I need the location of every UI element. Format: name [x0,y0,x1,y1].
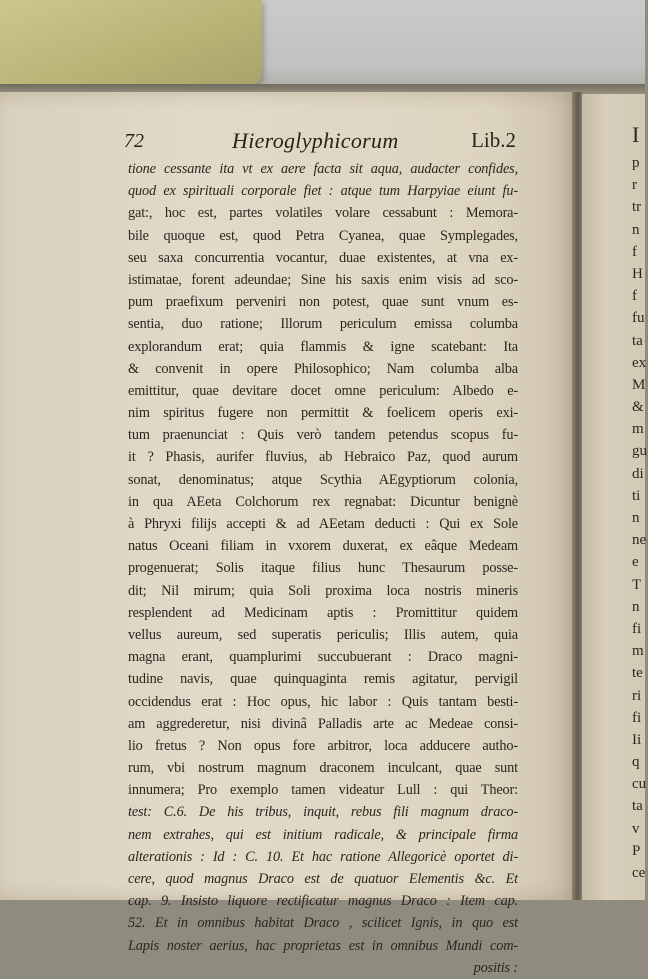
right-page-fragment: ta [632,332,643,349]
text-line: rum, vbi nostrum magnum draconem inculcant, quae sunt [128,760,518,777]
right-page-fragment: m [632,643,644,660]
right-page-fragment: te [632,665,643,682]
right-page-fragment: ri [632,687,642,704]
page-number: 72 [124,130,144,152]
right-page-fragment: T [632,576,642,593]
right-page-fragment: H [632,265,643,282]
text-line: vellus aureum, sed superatis periculis; Illis autem, quia [128,626,518,643]
text-line: sonat, denominatus; atque Scythia AEgyptiorum colonia, [128,471,518,488]
body-text-block [128,158,518,979]
right-page-fragment: P [632,842,641,859]
text-line: in qua AEeta Colchorum rex regnabat: Dicuntur benignè [128,493,518,510]
text-line: innumera; Pro exemplo tamen videatur Lull : qui Theor: [128,782,518,799]
right-page-fragment: n [632,598,640,615]
text-line: magna erant, quamplurimi succubuerant : Draco magni- [128,649,518,666]
text-line: & convenit in opere Philosophico; Nam columba alba [128,360,518,377]
text-line: sentia, duo ratione; Illorum periculum emissa columba [128,316,518,333]
text-line: seu saxa concurrentia vocantur, duae existentes, at vna ex- [128,249,518,266]
right-page-fragment: m [632,421,644,438]
text-line: pum praefixum perveniri non potest, quae sunt vnum es- [128,294,518,311]
text-line: positis : [473,959,518,976]
right-page-fragment: ce [632,865,646,881]
right-page-fragment: ta [632,798,643,815]
text-line: resplendent ad Medicinam aptis : Promittitur quidem [128,604,518,621]
right-page-fragment: cu [632,776,647,793]
text-line: à Phryxi filijs accepti & ad AEetam deducti : Qui ex Sole [128,516,518,532]
text-line: istimatae, forent adeundae; Sine his saxis enim visis ad sco- [128,271,518,288]
right-page-fragment: e [632,554,639,571]
text-line: quod ex spirituali corporale fiet : atque tum Harpyiae eiunt fu- [128,183,518,200]
right-page-fragment: q [632,754,640,771]
text-line: am aggrederetur, nisi divinâ Palladis arte ac Medeae consi- [128,715,518,732]
text-line: dit; Nil mirum; quia Soli proxima loca nostris mineris [128,582,518,599]
right-page-fragment: f [632,243,637,260]
right-page-fragment: fu [632,310,645,327]
right-page-fragment: Ii [632,731,642,748]
right-page-fragment: r [632,177,637,194]
text-line: cere, quod magnus Draco est de quatuor Elementis &c. Et [128,871,518,887]
right-page-fragment: fi [632,709,642,726]
right-page-fragment: & [632,399,644,416]
running-head: Hieroglyphicorum [232,128,399,153]
right-page-text-fragments [632,118,648,884]
text-line: lio fretus ? Non opus fore arbitror, loca adducere autho- [128,737,518,754]
text-line: alterationis : Id : C. 10. Et hac ratione Allegoricè oportet di- [128,848,518,865]
right-page-fragment: fi [632,620,642,637]
text-line: it ? Phasis, aurifer fluvius, ab Hebraico Paz, quod aurum [128,449,518,466]
text-line: gat:, hoc est, partes volatiles volare cessabunt : Memora- [128,205,518,222]
text-line: emittitur, quae devitare docet omne periculum: Albedo e- [128,382,518,399]
text-line: nem extrahes, qui est initium radicale, & principale firma [128,826,518,843]
text-line: test: C.6. De his tribus, inquit, rebus fili magnum draco- [128,804,518,821]
right-page-fragment: p [632,155,640,171]
text-line: tum praenunciat : Quis verò tandem petendus scopus fu- [128,427,518,444]
text-line: tione cessante ita vt ex aere facta sit aqua, audacter confides, [128,161,518,177]
text-line: Lapis noster aerius, hac proprietas est in omnibus Mundi com- [128,937,518,954]
text-line: cap. 9. Insisto liquore rectificatur magnus Draco : Item cap. [128,893,518,910]
text-line: bile quoque est, quod Petra Cyanea, quae Symplegades, [128,227,518,244]
section-label: Lib.2 [471,128,516,152]
green-sponge [0,0,262,86]
right-page-fragment: ne [632,532,647,549]
right-page-fragment: v [632,820,640,837]
text-line: natus Oceani filiam in vxorem duxerat, ex eâque Medeam [128,538,518,555]
text-line: occidendus erat : Hoc opus, hic labor : Quis tantam besti- [128,693,518,710]
right-page-fragment: n [632,510,640,526]
right-page-fragment: tr [632,199,642,216]
page-header [124,128,516,154]
right-page-fragment: M [632,376,646,393]
right-page-fragment: ti [632,487,641,504]
right-page-fragment: n [632,221,640,238]
text-line: progenuerat; Solis itaque filius hunc Thesaurum posse- [128,560,518,577]
right-page-fragment: gu [632,443,647,460]
right-page-fragment: di [632,465,644,482]
text-line: 52. Et in omnibus habitat Draco , scilicet Ignis, in quo est [128,915,518,932]
right-page-fragment: I [632,122,640,147]
text-line: explorandum erat; quia flammis & igne scatebant: Ita [128,338,518,355]
text-line: tudine navis, quae quinquaginta remis agitatur, pervigil [128,671,518,688]
right-page-fragment: f [632,288,637,305]
right-page-fragment: ex [632,354,647,371]
text-line: nim spiritus fugere non permittit & foelicem operis exi- [128,405,518,422]
